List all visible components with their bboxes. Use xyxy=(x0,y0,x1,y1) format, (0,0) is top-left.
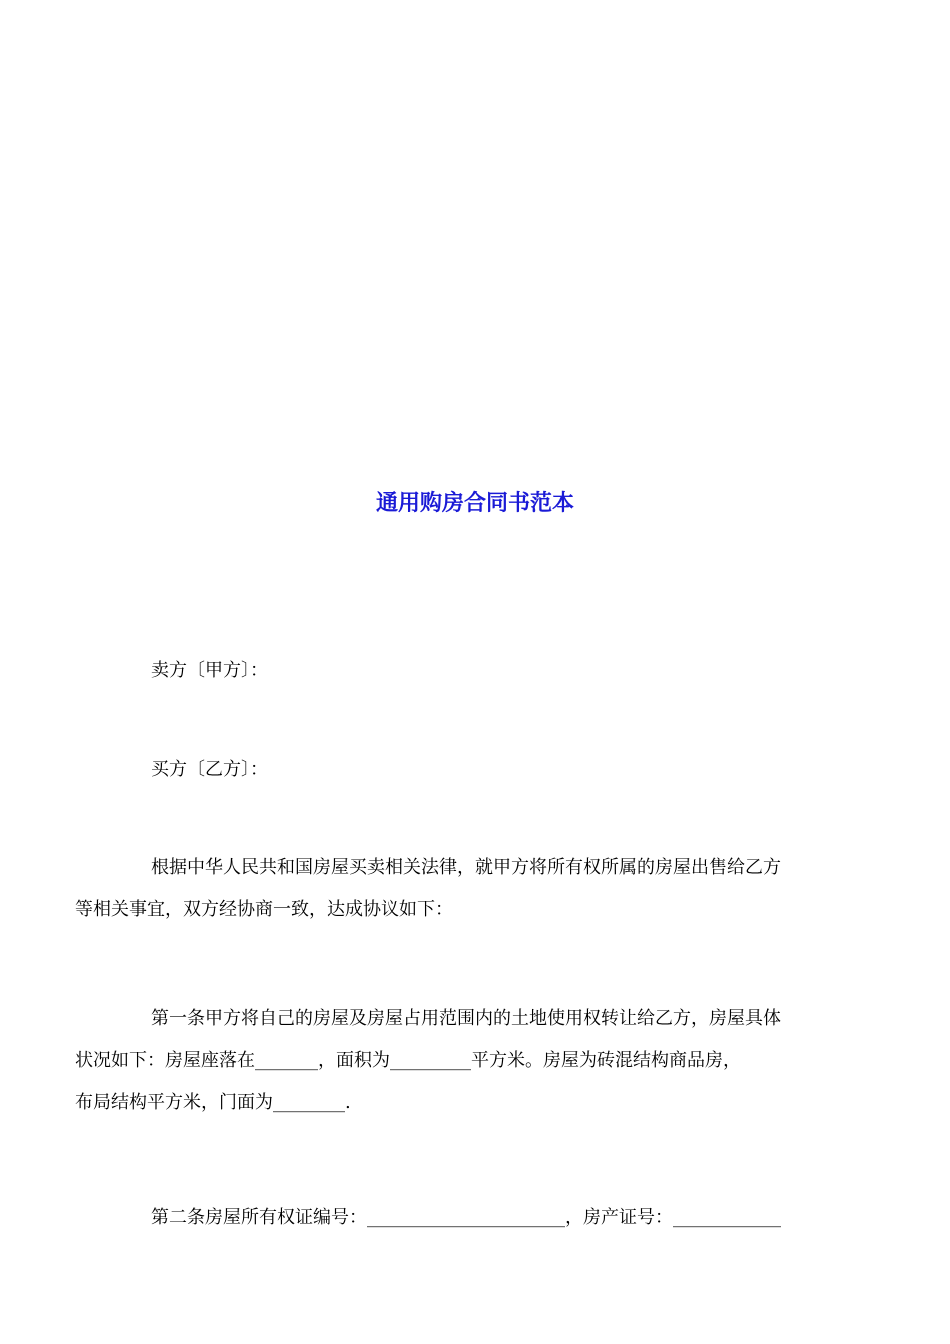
article-1-paragraph xyxy=(75,998,838,1124)
article-2-paragraph xyxy=(113,1197,838,1239)
preamble-paragraph xyxy=(75,847,838,931)
preamble-line-2: 等相关事宜，双方经协商一致，达成协议如下： xyxy=(75,899,453,920)
article-1-line-3: 布局结构平方米，门面为________. xyxy=(75,1092,351,1113)
seller-label: 卖方〔甲方〕： xyxy=(151,660,268,681)
article-1-line-1: 第一条甲方将自己的房屋及房屋占用范围内的土地使用权转让给乙方，房屋具体 xyxy=(151,1008,781,1029)
preamble-line-1: 根据中华人民共和国房屋买卖相关法律，就甲方将所有权所属的房屋出售给乙方 xyxy=(151,857,781,878)
article-2-line-1: 第二条房屋所有权证编号：______________________，房产证号：____________ xyxy=(151,1207,781,1228)
seller-line xyxy=(113,650,838,692)
article-1-line-2: 状况如下：房屋座落在_______，面积为_________平方米。房屋为砖混结构商品房， xyxy=(75,1050,741,1071)
buyer-label: 买方〔乙方〕： xyxy=(151,759,268,780)
document-title: 通用购房合同书范本 xyxy=(375,491,574,516)
buyer-line xyxy=(113,749,838,791)
